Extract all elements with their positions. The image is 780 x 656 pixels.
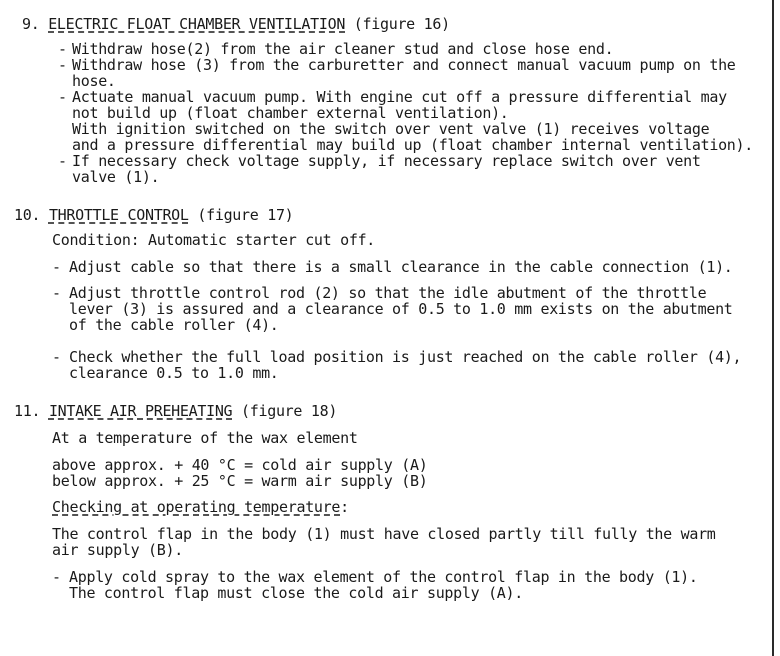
list-item: Withdraw hose(2) from the air cleaner stud and close hose end. [72,40,614,58]
section-title: THROTTLE CONTROL [48,206,189,224]
subheading-colon: : [340,498,349,516]
temperature-line: above approx. + 40 °C = cold air supply (A) [52,456,428,474]
list-item: Withdraw hose (3) from the carburetter and connect manual vacuum pump on the [72,56,736,74]
bullet-marker: - [58,88,67,106]
paragraph-line: The control flap in the body (1) must have closed partly till fully the warm [52,525,716,543]
figure-reference: (figure 17) [197,206,294,224]
bullet-marker: - [58,152,67,170]
list-item: Check whether the full load position is just reached on the cable roller (4), [69,348,742,366]
list-item-continuation: valve (1). [72,168,160,186]
section-number: 9. [22,15,40,33]
list-item: If necessary check voltage supply, if necessary replace switch over vent [72,152,701,170]
list-item: Actuate manual vacuum pump. With engine cut off a pressure differential may [72,88,727,106]
subheading [52,499,349,515]
list-item-continuation: of the cable roller (4). [69,316,279,334]
section-9-heading [22,16,450,32]
list-item-continuation: lever (3) is assured and a clearance of 0.5 to 1.0 mm exists on the abutment [69,300,733,318]
list-item-continuation: not build up (float chamber external ventilation). [72,104,509,122]
list-item-continuation: With ignition switched on the switch over vent valve (1) receives voltage [72,120,710,138]
list-item-continuation: hose. [72,72,116,90]
intro-text: At a temperature of the wax element [52,429,358,447]
section-title: ELECTRIC FLOAT CHAMBER VENTILATION [48,15,346,33]
section-11-heading [14,403,337,419]
bullet-marker: - [52,348,61,366]
subheading-text: Checking at operating temperature [52,498,341,516]
figure-reference: (figure 18) [241,402,338,420]
list-item: Adjust throttle control rod (2) so that the idle abutment of the throttle [69,284,707,302]
section-number: 10. [14,206,41,224]
bullet-marker: - [52,284,61,302]
section-title: INTAKE AIR PREHEATING [48,402,233,420]
list-item-continuation: The control flap must close the cold air supply (A). [69,584,524,602]
bullet-marker: - [58,40,67,58]
figure-reference: (figure 16) [353,15,450,33]
temperature-line: below approx. + 25 °C = warm air supply (B) [52,472,428,490]
section-number: 11. [14,402,41,420]
bullet-marker: - [52,258,61,276]
list-item: Apply cold spray to the wax element of the control flap in the body (1). [69,568,698,586]
page-border-line [772,0,774,656]
bullet-marker: - [52,568,61,586]
list-item-continuation: clearance 0.5 to 1.0 mm. [69,364,279,382]
paragraph-line: air supply (B). [52,541,183,559]
bullet-marker: - [58,56,67,74]
condition-text: Condition: Automatic starter cut off. [52,231,376,249]
section-10-heading [14,207,293,223]
list-item-continuation: and a pressure differential may build up (float chamber internal ventilation). [72,136,754,154]
list-item: Adjust cable so that there is a small clearance in the cable connection (1). [69,258,733,276]
